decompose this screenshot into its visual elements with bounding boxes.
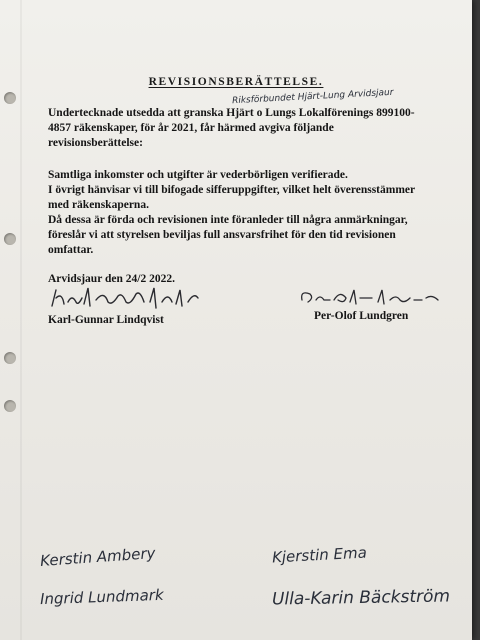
paragraph-line: Samtliga inkomster och utgifter är vederbörligen verifierade. <box>48 169 348 181</box>
handwritten-insert: Riksförbundet Hjärt-Lung Arvidsjaur <box>231 87 394 107</box>
paragraph-statement <box>48 168 448 258</box>
signature-bottom-top-right: Kjerstin Ema <box>271 543 368 567</box>
binder-hole <box>4 352 16 364</box>
paragraph-line: I övrigt hänvisar vi till bifogade sifferuppgifter, vilket helt överensstämmer <box>48 184 416 196</box>
paragraph-line: Då dessa är förda och revisionen inte föranleder till några anmärkningar, <box>48 214 408 226</box>
paragraph-line: omfattar. <box>48 244 94 256</box>
signature-bottom-top-left: Kerstin Ambery <box>39 543 157 571</box>
paragraph-line: Undertecknade utsedda att granska Hjärt o Lungs Lokalförenings 899100- <box>48 107 415 119</box>
place-date: Arvidsjaur den 24/2 2022. <box>48 273 175 285</box>
paragraph-intro <box>48 106 448 151</box>
signature-karl-gunnar <box>48 284 208 312</box>
signature-per-olof <box>296 286 446 308</box>
binder-hole <box>4 400 16 412</box>
binder-hole <box>4 92 16 104</box>
signatory-right-name: Per-Olof Lundgren <box>314 310 409 322</box>
signatory-left-name: Karl-Gunnar Lindqvist <box>48 314 164 326</box>
signature-bottom-bottom-left: Ingrid Lundmark <box>39 585 164 609</box>
paragraph-line: med räkenskaperna. <box>48 199 149 211</box>
page-fold <box>20 0 22 640</box>
paragraph-line: revisionsberättelse: <box>48 137 143 149</box>
paragraph-line: 4857 räkenskaper, för år 2021, får härmed avgiva följande <box>48 122 334 134</box>
paragraph-line: föreslår vi att styrelsen beviljas full ansvarsfrihet för den tid revisionen <box>48 229 396 241</box>
document-title: REVISIONSBERÄTTELSE. <box>148 76 324 88</box>
signature-bottom-bottom-right: Ulla-Karin Bäckström <box>271 586 451 610</box>
binder-hole <box>4 233 16 245</box>
